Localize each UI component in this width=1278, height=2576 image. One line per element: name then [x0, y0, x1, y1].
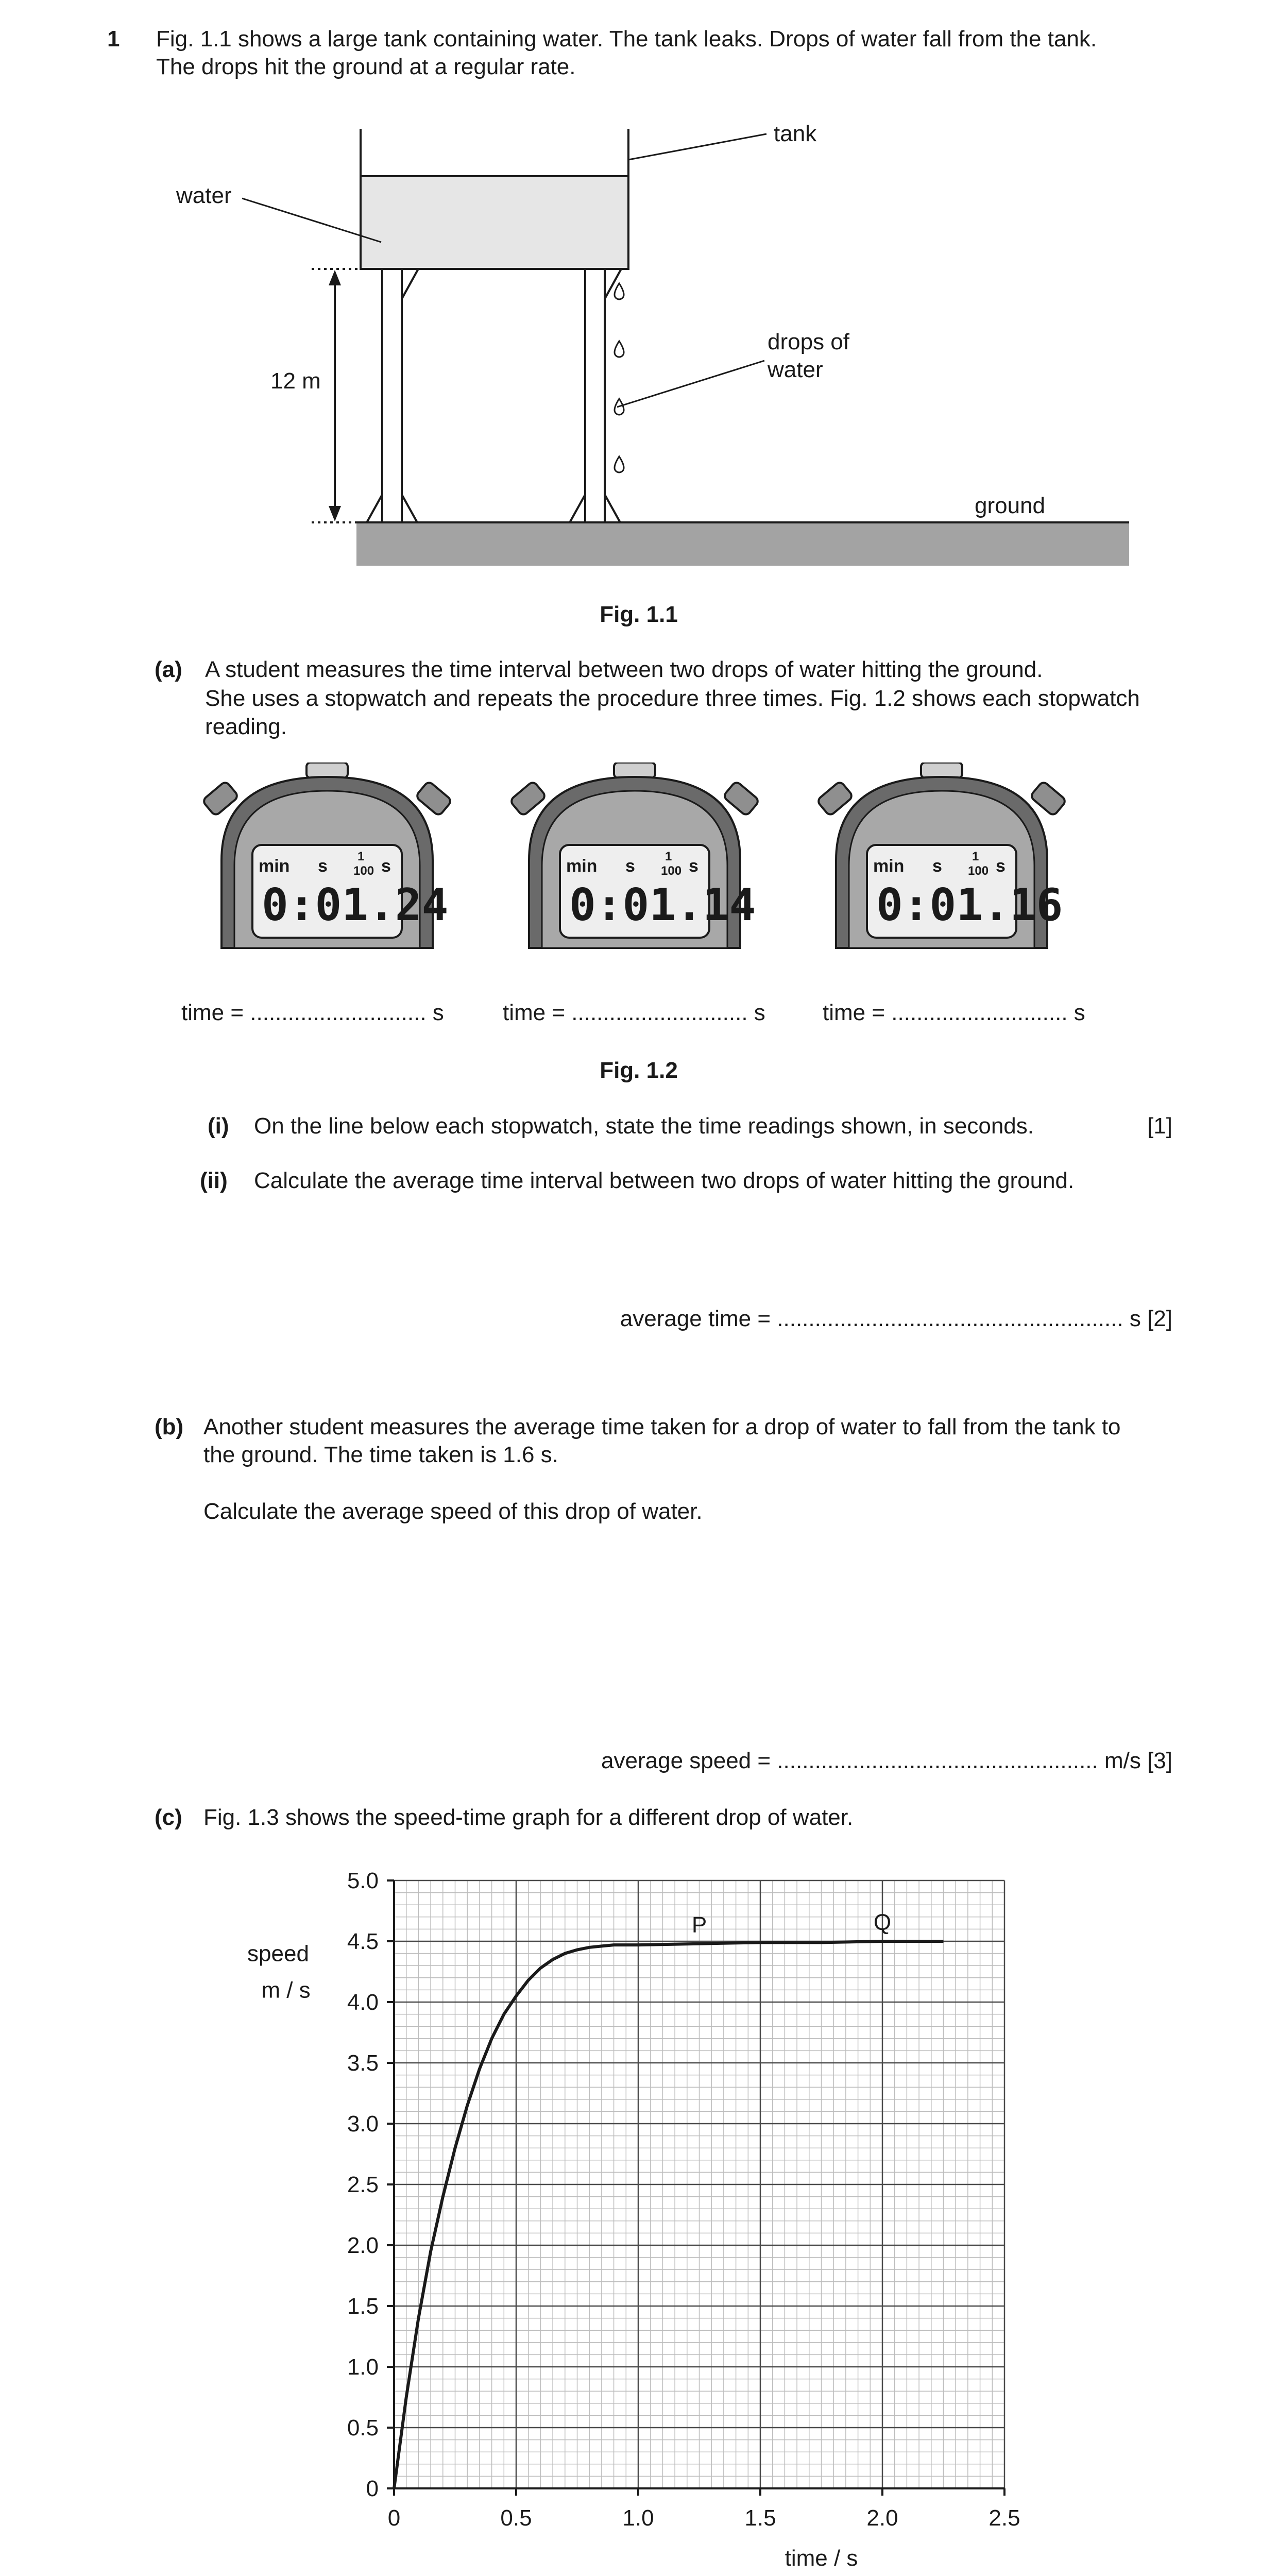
- fig-1-1-diagram: [0, 0, 1278, 598]
- label-drops-1: drops of: [768, 329, 849, 354]
- x-tick-label: 2.0: [866, 2505, 898, 2531]
- sw2-unit-min: min: [566, 856, 598, 876]
- stopwatch-2-answer-line[interactable]: time = ............................ s: [503, 1000, 765, 1025]
- label-water: water: [176, 183, 232, 208]
- part-a-i-marks: [1]: [1147, 1113, 1172, 1139]
- sw2-unit-frac-s: s: [689, 856, 698, 876]
- y-tick-label: 4.5: [347, 1929, 379, 1954]
- y-tick-label: 3.0: [347, 2111, 379, 2137]
- part-c-text: Fig. 1.3 shows the speed-time graph for a different drop of water.: [203, 1805, 854, 1830]
- intro-line-1: Fig. 1.1 shows a large tank containing water. The tank leaks. Drops of water fall from the tank.: [156, 26, 1097, 52]
- label-drops-2: water: [768, 357, 823, 382]
- stopwatch-1-reading: 0:01.24: [262, 879, 449, 931]
- y-tick-label: 0.5: [347, 2415, 379, 2441]
- part-b-label: (b): [155, 1414, 184, 1439]
- sw1-unit-frac-num: 1: [357, 850, 365, 863]
- y-tick-label: 3.5: [347, 2050, 379, 2076]
- x-tick-label: 2.5: [989, 2505, 1020, 2531]
- x-tick-label: 0.5: [500, 2505, 532, 2531]
- label-tank: tank: [774, 121, 817, 146]
- sw1-unit-min: min: [259, 856, 290, 876]
- sw3-unit-frac-s: s: [996, 856, 1006, 876]
- stopwatch-1-answer-line[interactable]: time = ............................ s: [181, 1000, 444, 1025]
- label-ground: ground: [975, 493, 1046, 518]
- y-axis-label-1: speed: [247, 1941, 309, 1967]
- point-label-p: P: [691, 1912, 707, 1938]
- part-a-line-1: A student measures the time interval between two drops of water hitting the ground.: [205, 657, 1043, 682]
- sw2-unit-s: s: [625, 856, 635, 876]
- water-body: [361, 176, 628, 269]
- sw2-unit-frac-den: 100: [661, 864, 682, 878]
- water-drops: [615, 283, 624, 472]
- part-a-ii-text: Calculate the average time interval between two drops of water hitting the ground.: [254, 1168, 1075, 1193]
- sw3-unit-frac-den: 100: [968, 864, 989, 878]
- fig-1-3-speed-time-graph: [0, 1834, 1278, 2576]
- tank-leg-right: [585, 269, 605, 522]
- part-b-line-1: Another student measures the average time taken for a drop of water to fall from the tank to: [203, 1414, 1121, 1439]
- y-axis-label-2: m / s: [261, 1977, 311, 2003]
- fig-1-1-caption: Fig. 1.1: [600, 602, 678, 627]
- speed-curve: [394, 1941, 944, 2488]
- y-tick-label: 2.5: [347, 2172, 379, 2197]
- y-tick-label: 1.0: [347, 2354, 379, 2380]
- part-a-ii-label: (ii): [200, 1168, 228, 1193]
- average-time-answer-line[interactable]: average time = ....................................................... s [2]: [620, 1306, 1172, 1331]
- stopwatch-3-reading: 0:01.16: [876, 879, 1063, 931]
- x-tick-label: 1.5: [744, 2505, 776, 2531]
- point-label-q: Q: [873, 1910, 892, 1935]
- x-tick-label: 1.0: [622, 2505, 654, 2531]
- part-a-label: (a): [155, 657, 182, 682]
- question-number: 1: [107, 26, 120, 52]
- sw3-unit-s: s: [932, 856, 942, 876]
- stopwatch-2-reading: 0:01.14: [569, 879, 756, 931]
- x-tick-label: 0: [387, 2505, 401, 2531]
- part-a-i-label: (i): [208, 1113, 229, 1139]
- intro-line-2: The drops hit the ground at a regular rate.: [156, 54, 576, 79]
- sw3-unit-min: min: [873, 856, 905, 876]
- sw3-unit-frac-num: 1: [972, 850, 979, 863]
- y-tick-label: 1.5: [347, 2294, 379, 2319]
- y-tick-label: 5.0: [347, 1868, 379, 1893]
- fig-1-2-caption: Fig. 1.2: [600, 1058, 678, 1083]
- sw1-unit-frac-s: s: [381, 856, 391, 876]
- sw2-unit-frac-num: 1: [665, 850, 672, 863]
- y-tick-label: 0: [366, 2476, 379, 2501]
- y-tick-label: 2.0: [347, 2233, 379, 2258]
- y-tick-label: 4.0: [347, 1990, 379, 2015]
- part-a-line-2: She uses a stopwatch and repeats the procedure three times. Fig. 1.2 shows each stopwatch: [205, 686, 1140, 711]
- tank-leg-left: [382, 269, 402, 522]
- average-speed-answer-line[interactable]: average speed = ................................................... m/s [3]: [601, 1748, 1172, 1773]
- part-c-label: (c): [155, 1805, 182, 1830]
- stopwatch-3-answer-line[interactable]: time = ............................ s: [823, 1000, 1085, 1025]
- sw1-unit-s: s: [318, 856, 328, 876]
- label-height: 12 m: [270, 368, 321, 394]
- x-axis-label: time / s: [785, 2546, 858, 2571]
- sw1-unit-frac-den: 100: [353, 864, 374, 878]
- ground-surface: [356, 522, 1129, 566]
- part-a-line-3: reading.: [205, 714, 287, 739]
- part-b-line-2: the ground. The time taken is 1.6 s.: [203, 1442, 558, 1467]
- part-a-i-text: On the line below each stopwatch, state the time readings shown, in seconds.: [254, 1113, 1034, 1139]
- part-b-instruction: Calculate the average speed of this drop of water.: [203, 1499, 703, 1524]
